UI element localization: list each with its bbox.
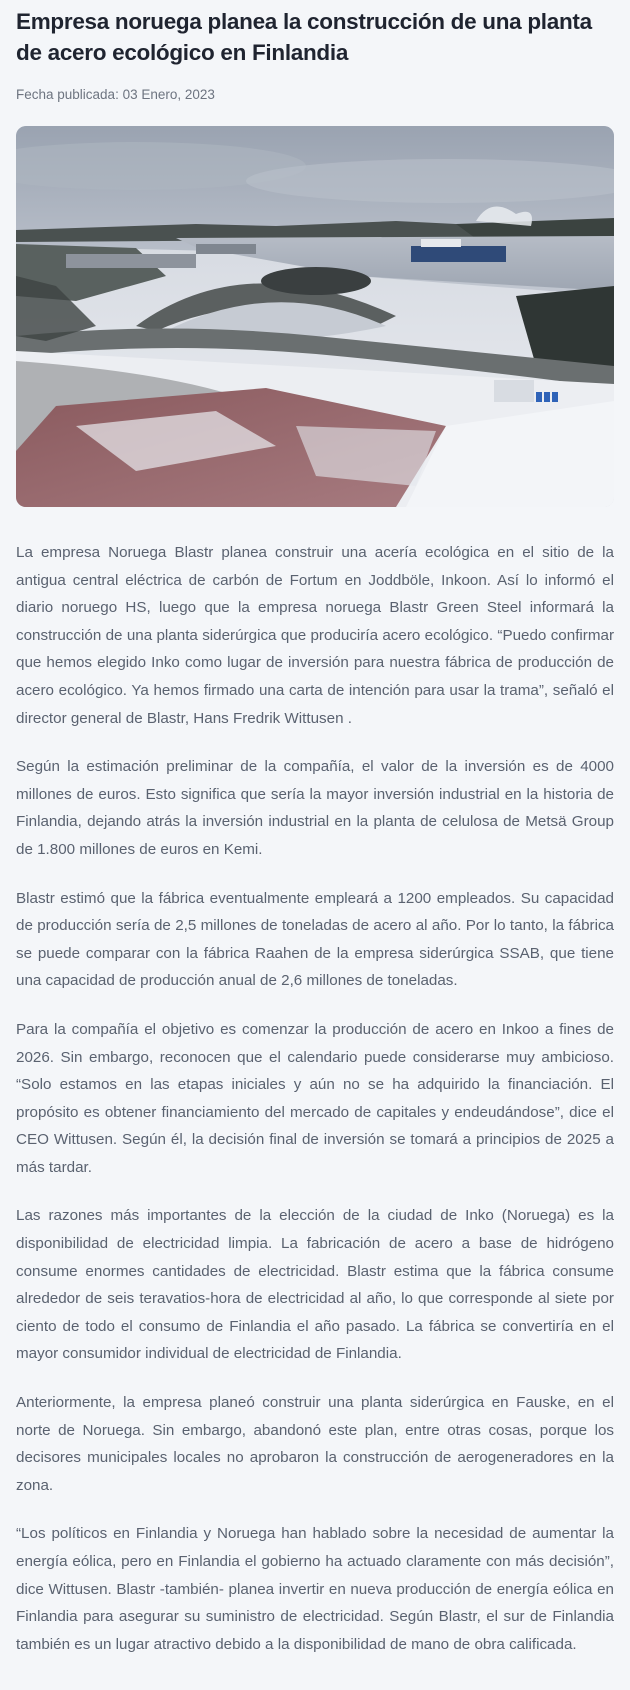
article-hero-image: [16, 126, 614, 507]
aerial-industrial-site-photo: [16, 126, 614, 507]
article-paragraph: Según la estimación preliminar de la compañía, el valor de la inversión es de 4000 millones de euros. Esto significa que sería la mayor inversión industrial en la historia de Finlandia, dejando atrás la inversión industrial en la planta de celulosa de Metsä Group de 1.800 millones de euros en Kemi.: [16, 758, 614, 858]
article-paragraph: Anteriormente, la empresa planeó construir una planta siderúrgica en Fauske, en el norte de Noruega. Sin embargo, abandonó este plan, entre otras cosas, porque los decisores municipales locales no aprobaron la construcción de aerogeneradores en la zona.: [16, 1394, 614, 1494]
article-paragraph: Blastr estimó que la fábrica eventualmente empleará a 1200 empleados. Su capacidad de producción sería de 2,5 millones de toneladas de acero al año. Por lo tanto, la fábrica se puede comparar con la fábrica Raahen de la empresa siderúrgica SSAB, que tiene una capacidad de producción anual de 2,6 millones de toneladas.: [16, 889, 614, 990]
article-paragraph: La empresa Noruega Blastr planea construir una acería ecológica en el sitio de la antigua central eléctrica de carbón de Fortum en Joddböle, Inkoon. Así lo informó el diario noruego HS, luego que la empresa noruega Blastr Green Steel informará la construcción de una planta siderúrgica que produciría acero ecológico. “Puedo confirmar que hemos elegido Inko como lugar de inversión para nuestra fábrica de producción de acero ecológico. Ya hemos firmado una carta de intención para usar la trama”, señaló el director general de Blastr, Hans Fredrik Wittusen .: [16, 544, 614, 727]
article-paragraph: “Los políticos en Finlandia y Noruega han hablado sobre la necesidad de aumentar la energía eólica, pero en Finlandia el gobierno ha actuado claramente con más decisión”, dice Wittusen. Blastr -también- planea invertir en nueva producción de energía eólica en Finlandia para asegurar su suministro de electricidad. Según Blastr, el sur de Finlandia también es un lugar atractivo debido a la disponibilidad de mano de obra calificada.: [16, 1525, 614, 1653]
article-paragraph: Las razones más importantes de la elección de la ciudad de Inko (Noruega) es la disponibilidad de electricidad limpia. La fabricación de acero a base de hidrógeno consume enormes cantidades de electricidad. Blastr estima que la fábrica consume alrededor de seis teravatios-hora de electricidad al año, lo que corresponde al siete por ciento de todo el consumo de Finlandia el año pasado. La fábrica se convertiría en el mayor consumidor individual de electricidad de Finlandia.: [16, 1207, 614, 1363]
article-title: Empresa noruega planea la construcción de una planta de acero ecológico en Finlandia: [16, 9, 592, 65]
article-body: [16, 539, 614, 1658]
article-paragraph: Para la compañía el objetivo es comenzar la producción de acero en Inkoo a fines de 2026. Sin embargo, reconocen que el calendario puede considerarse muy ambicioso. “Solo estamos en las etapas iniciales y aún no se ha adquirido la financiación. El propósito es obtener financiamiento del mercado de capitales y endeudándose”, dice el CEO Wittusen. Según él, la decisión final de inversión se tomará a principios de 2025 a más tardar.: [16, 1020, 614, 1176]
published-date: Fecha publicada: 03 Enero, 2023: [16, 87, 215, 102]
